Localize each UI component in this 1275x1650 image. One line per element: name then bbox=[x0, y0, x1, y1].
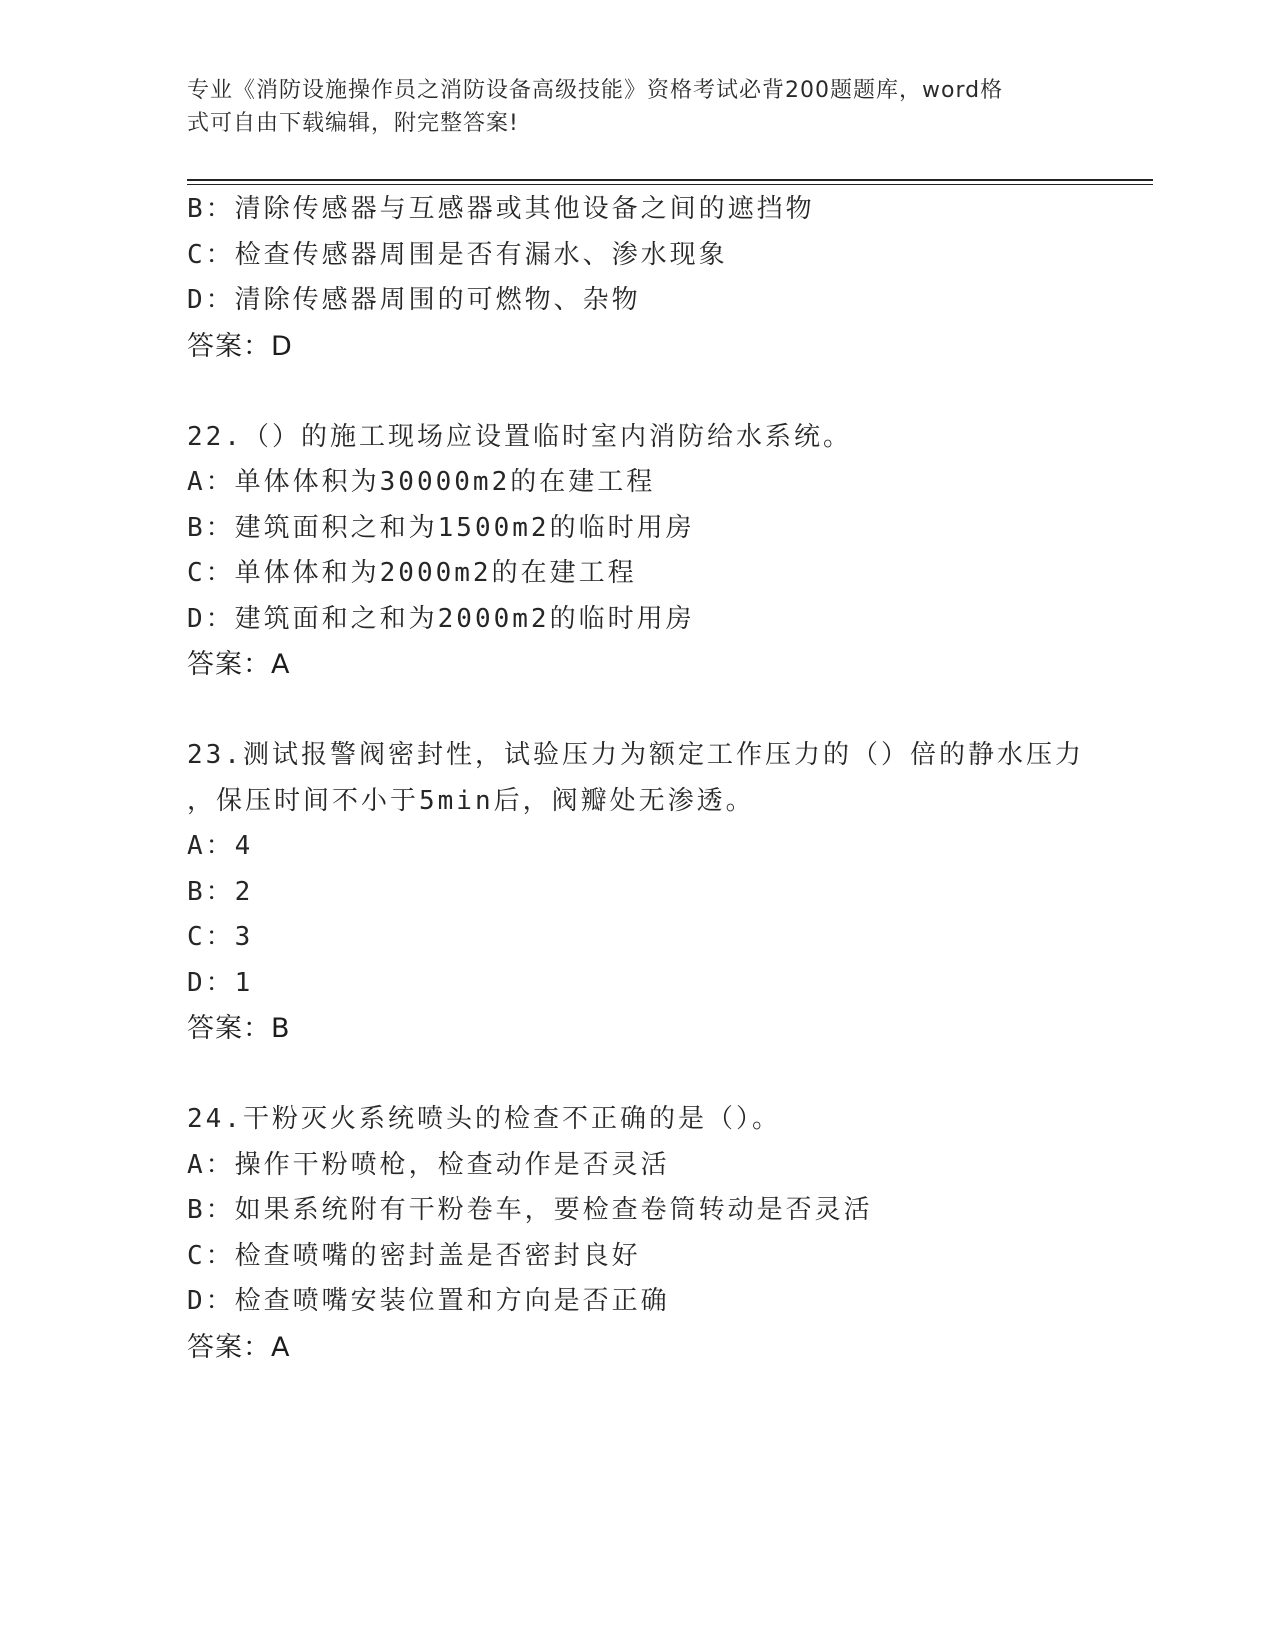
header-line-2: 式可自由下载编辑，附完整答案! bbox=[187, 111, 519, 136]
question-stem: 22.（）的施工现场应设置临时室内消防给水系统。 bbox=[187, 421, 852, 452]
option-a: A：单体体积为30000m2的在建工程 bbox=[187, 467, 656, 497]
question-24 bbox=[187, 1097, 1107, 1370]
page-header bbox=[187, 74, 1067, 140]
option-b: B：建筑面积之和为1500m2的临时用房 bbox=[187, 512, 695, 543]
option-d: D：建筑面和之和为2000m2的临时用房 bbox=[187, 603, 695, 634]
question-stem: 23.测试报警阀密封性，试验压力为额定工作压力的（）倍的静水压力 bbox=[187, 740, 1084, 770]
spacer bbox=[187, 369, 1107, 415]
option-b: B：清除传感器与互感器或其他设备之间的遮挡物 bbox=[187, 194, 815, 224]
header-divider-thick bbox=[187, 179, 1153, 181]
header-divider-thin bbox=[187, 184, 1153, 185]
option-b: B：如果系统附有干粉卷车，要检查卷筒转动是否灵活 bbox=[187, 1195, 873, 1225]
option-c: C：检查喷嘴的密封盖是否密封良好 bbox=[187, 1240, 641, 1271]
answer-line: 答案：B bbox=[187, 1013, 291, 1044]
question-list bbox=[187, 187, 1107, 1370]
header-line-1: 专业《消防设施操作员之消防设备高级技能》资格考试必背200题题库，word格 bbox=[187, 78, 1004, 103]
question-carryover bbox=[187, 187, 1107, 369]
spacer bbox=[187, 688, 1107, 734]
option-a: A：4 bbox=[187, 831, 254, 861]
option-b: B：2 bbox=[187, 876, 254, 907]
question-22 bbox=[187, 415, 1107, 688]
question-stem: 24.干粉灭火系统喷头的检查不正确的是（）。 bbox=[187, 1104, 781, 1134]
answer-line: 答案：A bbox=[187, 1331, 291, 1363]
spacer bbox=[187, 1052, 1107, 1098]
option-d: D：1 bbox=[187, 967, 254, 998]
option-c: C：单体体和为2000m2的在建工程 bbox=[187, 558, 637, 588]
answer-line: 答案：D bbox=[187, 330, 293, 362]
option-c: C：3 bbox=[187, 922, 254, 952]
option-a: A：操作干粉喷枪，检查动作是否灵活 bbox=[187, 1149, 670, 1180]
option-d: D：检查喷嘴安装位置和方向是否正确 bbox=[187, 1286, 670, 1316]
answer-line: 答案：A bbox=[187, 649, 291, 680]
question-23 bbox=[187, 733, 1107, 1052]
option-c: C：检查传感器周围是否有漏水、渗水现象 bbox=[187, 239, 728, 270]
option-d: D：清除传感器周围的可燃物、杂物 bbox=[187, 285, 641, 315]
question-stem-continued: ，保压时间不小于5min后，阀瓣处无渗透。 bbox=[187, 785, 755, 816]
